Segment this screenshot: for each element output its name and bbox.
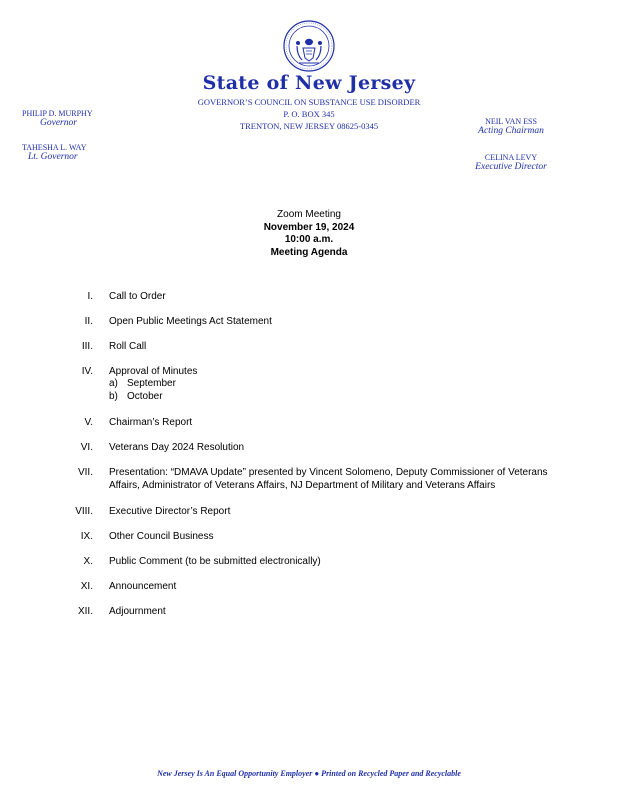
agenda-item-number: VII. [77, 467, 93, 478]
meeting-header [0, 209, 618, 259]
agenda-item-text: Chairman’s Report [109, 417, 193, 428]
lt-governor-block [22, 143, 86, 162]
lt-governor-title: Lt. Governor [28, 152, 78, 162]
governor-name: PHILIP D. MURPHY [22, 109, 93, 118]
letterhead-title: State of New Jersey [202, 72, 416, 94]
footer-statement: New Jersey Is An Equal Opportunity Employer ● Printed on Recycled Paper and Recyclable [157, 769, 461, 778]
agenda-item-number: VIII. [75, 506, 93, 517]
address-city: TRENTON, NEW JERSEY 08625-0345 [239, 121, 379, 131]
agenda-item-text: Executive Director’s Report [109, 506, 231, 517]
agenda-item-text: Adjournment [109, 606, 166, 617]
executive-director-block [446, 153, 576, 172]
agenda-item-text: Public Comment (to be submitted electronically) [109, 556, 321, 567]
executive-director-name: CELINA LEVY [484, 153, 538, 162]
agenda-item-number: X. [83, 556, 93, 567]
agenda-item-number: V. [84, 417, 93, 428]
agenda-subitem-letter: a) [109, 378, 118, 389]
agenda-subitem-text: October [127, 391, 163, 402]
council-name: GOVERNOR’S COUNCIL ON SUBSTANCE USE DISORDER [197, 97, 421, 107]
agenda-item-number: IX. [80, 531, 93, 542]
agenda-item-text: Other Council Business [109, 531, 214, 542]
governor-block [22, 109, 93, 128]
agenda-item-number: XI. [80, 581, 93, 592]
meeting-time: 10:00 a.m. [284, 234, 334, 245]
agenda-item-text: Call to Order [109, 291, 166, 302]
agenda-subitem-letter: b) [109, 391, 118, 402]
agenda-subitem [109, 391, 163, 402]
agenda-item-text: Roll Call [109, 341, 147, 352]
agenda-item-text: Announcement [109, 581, 177, 592]
state-seal-icon [283, 20, 335, 72]
agenda-item-number: III. [81, 341, 93, 352]
agenda-item-number: XII. [77, 606, 93, 617]
meeting-type: Zoom Meeting [277, 209, 341, 220]
chairman-title: Acting Chairman [478, 126, 544, 136]
governor-title: Governor [40, 118, 77, 128]
agenda-item-text: Approval of Minutes [109, 366, 198, 377]
chairman-name: NEIL VAN ESS [485, 117, 537, 126]
agenda-item-text: Open Public Meetings Act Statement [109, 316, 272, 327]
meeting-date: November 19, 2024 [263, 221, 355, 233]
lt-governor-name: TAHESHA L. WAY [22, 143, 87, 152]
address-po-box: P. O. BOX 345 [283, 109, 335, 119]
agenda-item-number: II. [84, 316, 93, 327]
agenda-item-number: IV. [81, 366, 93, 377]
meeting-agenda-title: Meeting Agenda [270, 246, 348, 258]
executive-director-title: Executive Director [475, 162, 547, 172]
agenda-subitem [109, 378, 176, 389]
agenda-subitem-text: September [127, 378, 176, 389]
agenda-item-number: VI. [80, 442, 93, 453]
agenda-item-text: Presentation: “DMAVA Update” presented by Vincent Solomeno, Deputy Commissioner of Veterans Affairs, Administrator of Veterans Affairs, NJ Department of Military and Veterans Affairs [109, 467, 548, 491]
agenda-item-text: Veterans Day 2024 Resolution [109, 442, 245, 453]
chairman-block [446, 117, 576, 136]
agenda-item-number: I. [87, 291, 93, 302]
